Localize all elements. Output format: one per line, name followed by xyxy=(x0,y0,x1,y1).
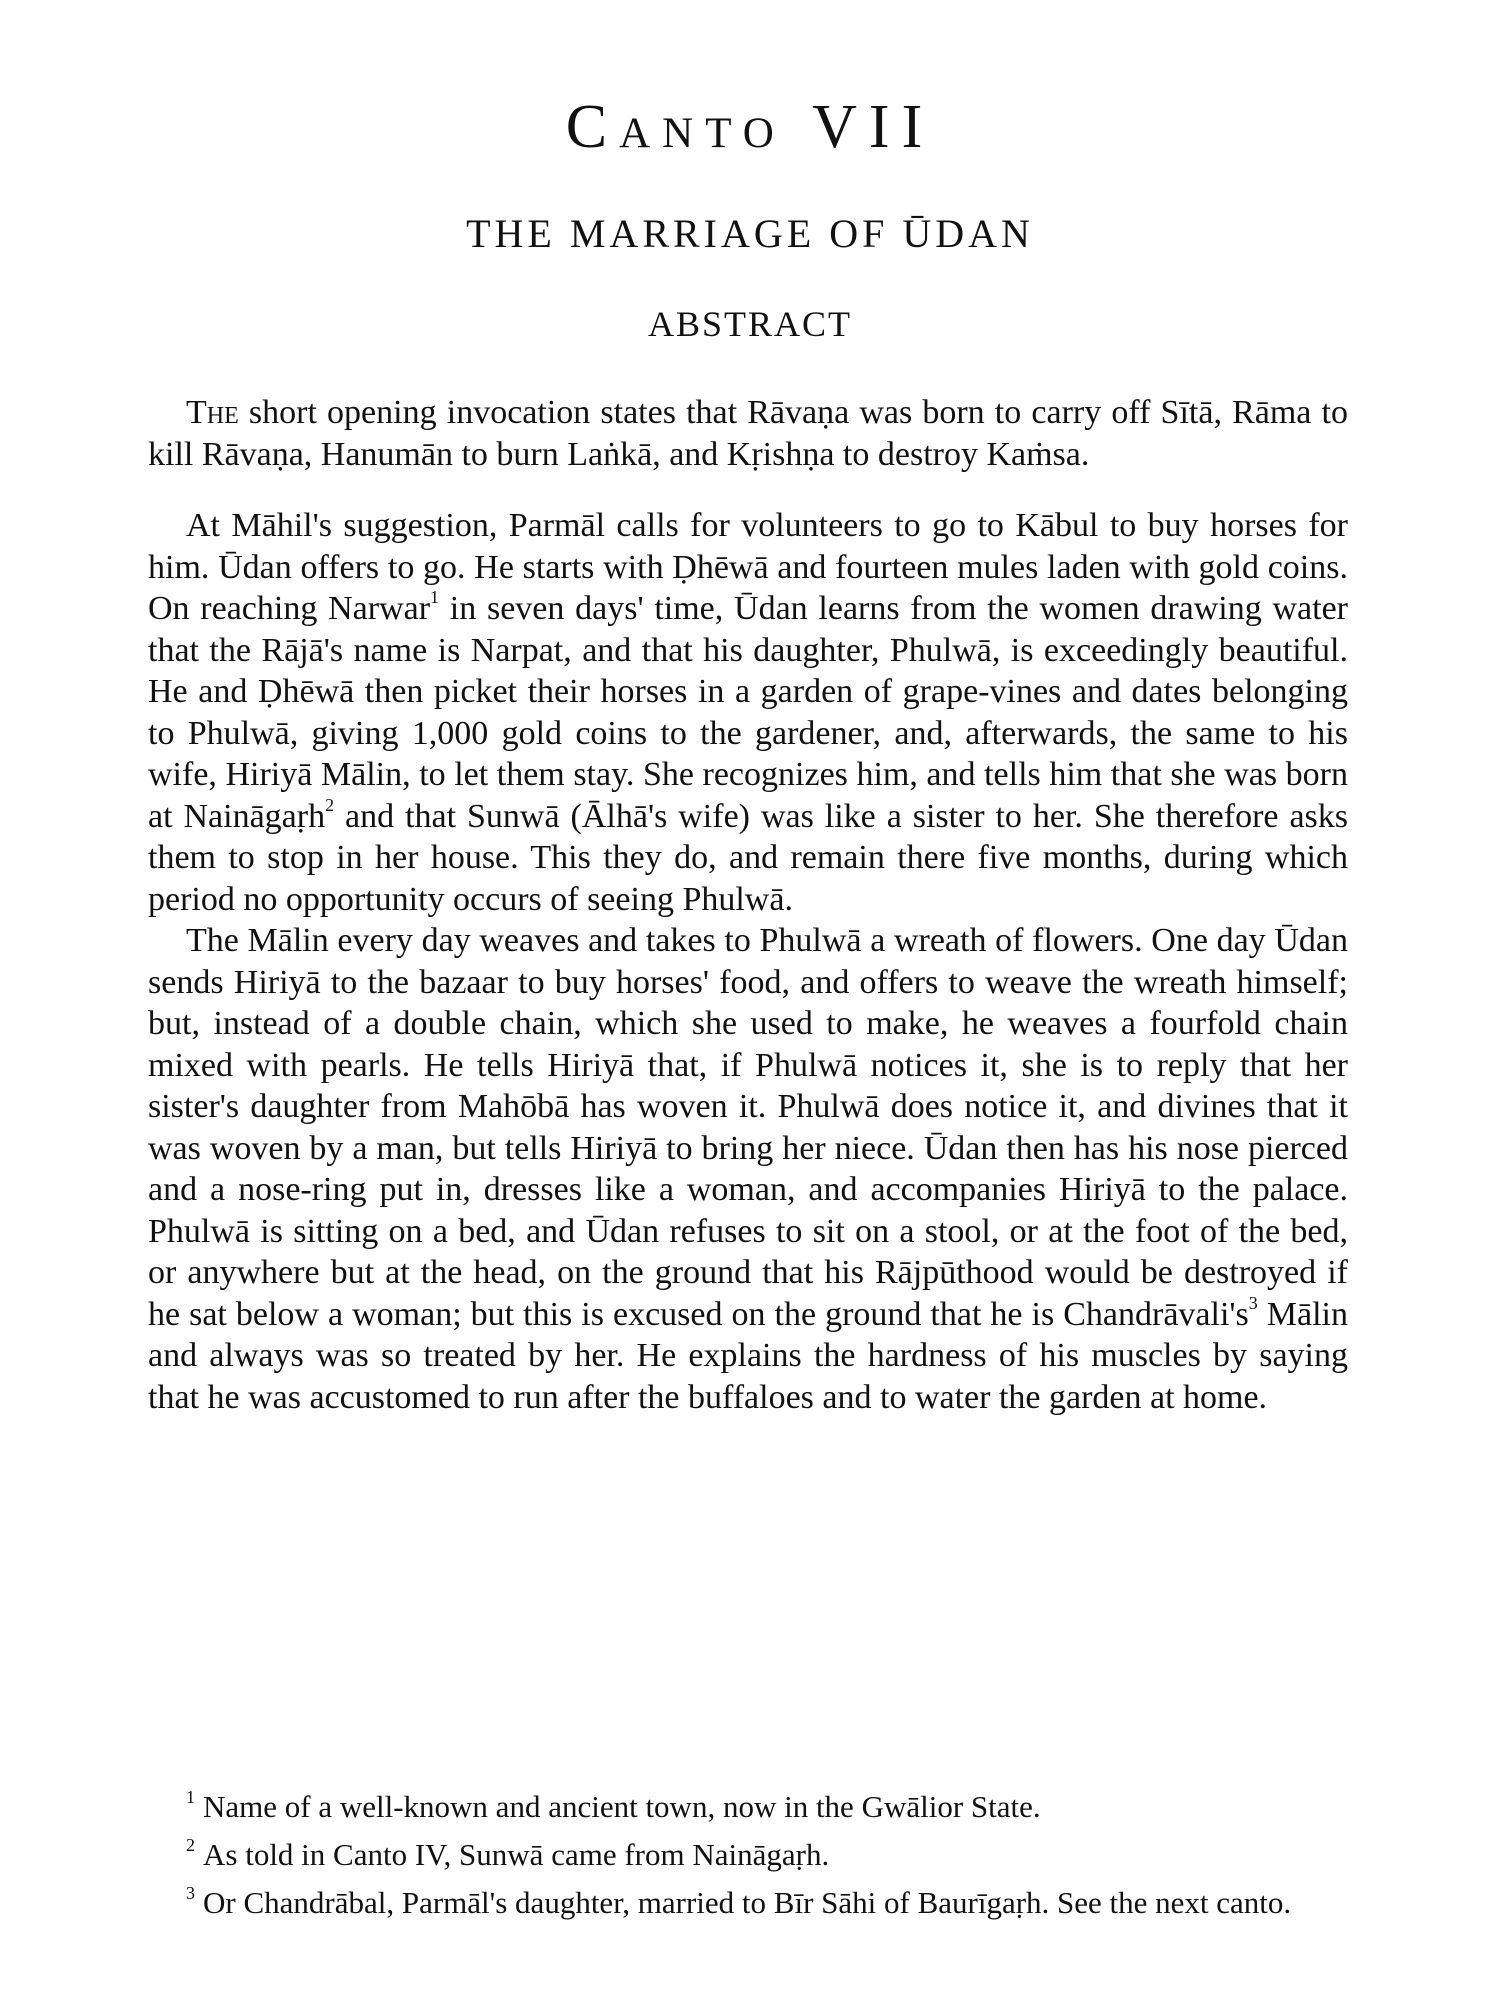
paragraph-text: in seven days' time, Ūdan learns from the women drawing water that the Rājā's name is Narpat, and that his daughter, Phulwā, is exceedingly beautiful. He and Ḍhēwā then picket their horses in a garden of grape-vines and dates belonging to Phulwā, giving 1,000 gold coins to the gardener, and, afterwards, the same to his wife, Hiriyā Mālin, to let them stay. She recognizes him, and tells him that she was born at Naināgaṛh xyxy=(148,590,1348,835)
paragraph-text: short opening invocation states that Rāvaṇa was born to carry off Sītā, Rāma to kill Rāvaṇa, Hanumān to burn Laṅkā, and Kṛishṇa to destroy Kaṁsa. xyxy=(148,394,1348,473)
chapter-title: THE MARRIAGE OF ŪDAN xyxy=(466,211,1034,256)
canto-title: Canto VII xyxy=(565,93,935,161)
footnote-1 xyxy=(148,1778,1348,1826)
footnote-2 xyxy=(148,1826,1348,1874)
footnote-ref-1: 1 xyxy=(430,587,440,607)
abstract-body xyxy=(148,392,1348,1418)
footnote-3 xyxy=(148,1874,1348,1922)
footnote-ref-3: 3 xyxy=(1248,1292,1258,1313)
paragraph-journey xyxy=(148,505,1348,920)
footnote-mark: 3 xyxy=(186,1883,195,1903)
paragraph-lead-word: The xyxy=(186,394,239,431)
footnotes xyxy=(148,1778,1348,1922)
footnote-mark: 2 xyxy=(186,1835,195,1855)
paragraph-invocation xyxy=(148,392,1348,475)
footnote-mark: 1 xyxy=(186,1787,195,1807)
abstract-heading: ABSTRACT xyxy=(647,304,853,344)
paragraph-text: At Māhil's suggestion, Parmāl calls for volunteers to go to Kābul to buy horses for him. Ūdan offers to go. He starts with Ḍhēwā and fourteen mules laden with gold coins. On reaching Narwar xyxy=(148,507,1348,627)
paragraph-text: Mālin and always was so treated by her. He explains the hardness of his muscles by saying that he was accustomed to run after the buffaloes and to water the garden at home. xyxy=(148,1295,1348,1416)
paragraph-wreath xyxy=(148,920,1348,1418)
footnote-text: Name of a well-known and ancient town, now in the Gwālior State. xyxy=(203,1789,1041,1824)
footnote-ref-2: 2 xyxy=(325,794,335,815)
footnote-text: Or Chandrābal, Parmāl's daughter, married to Bīr Sāhi of Baurīgaṛh. See the next canto. xyxy=(203,1885,1292,1920)
footnote-text: As told in Canto IV, Sunwā came from Naināgaṛh. xyxy=(203,1837,830,1872)
paragraph-text: The Mālin every day weaves and takes to Phulwā a wreath of flowers. One day Ūdan sends Hiriyā to the bazaar to buy horses' food, and offers to weave the wreath himself; but, instead of a double chain, which she used to make, he weaves a fourfold chain mixed with pearls. He tells Hiriyā that, if Phulwā notices it, she is to reply that her sister's daughter from Mahōbā has woven it. Phulwā does notice it, and divines that it was woven by a man, but tells Hiriyā to bring her niece. Ūdan then has his nose pierced and a nose-ring put in, dresses like a woman, and accompanies Hiriyā to the palace. Phulwā is sitting on a bed, and Ūdan refuses to sit on a stool, or at the foot of the bed, or anywhere but at the head, on the ground that his Rājpūthood would be destroyed if he sat below a woman; but this is excused on the ground that he is Chandrāvali's xyxy=(148,922,1348,1333)
paragraph-text: and that Sunwā (Ālhā's wife) was like a sister to her. She therefore asks them to stop in her house. This they do, and remain there five months, during which period no opportunity occurs of seeing Phulwā. xyxy=(148,797,1348,918)
